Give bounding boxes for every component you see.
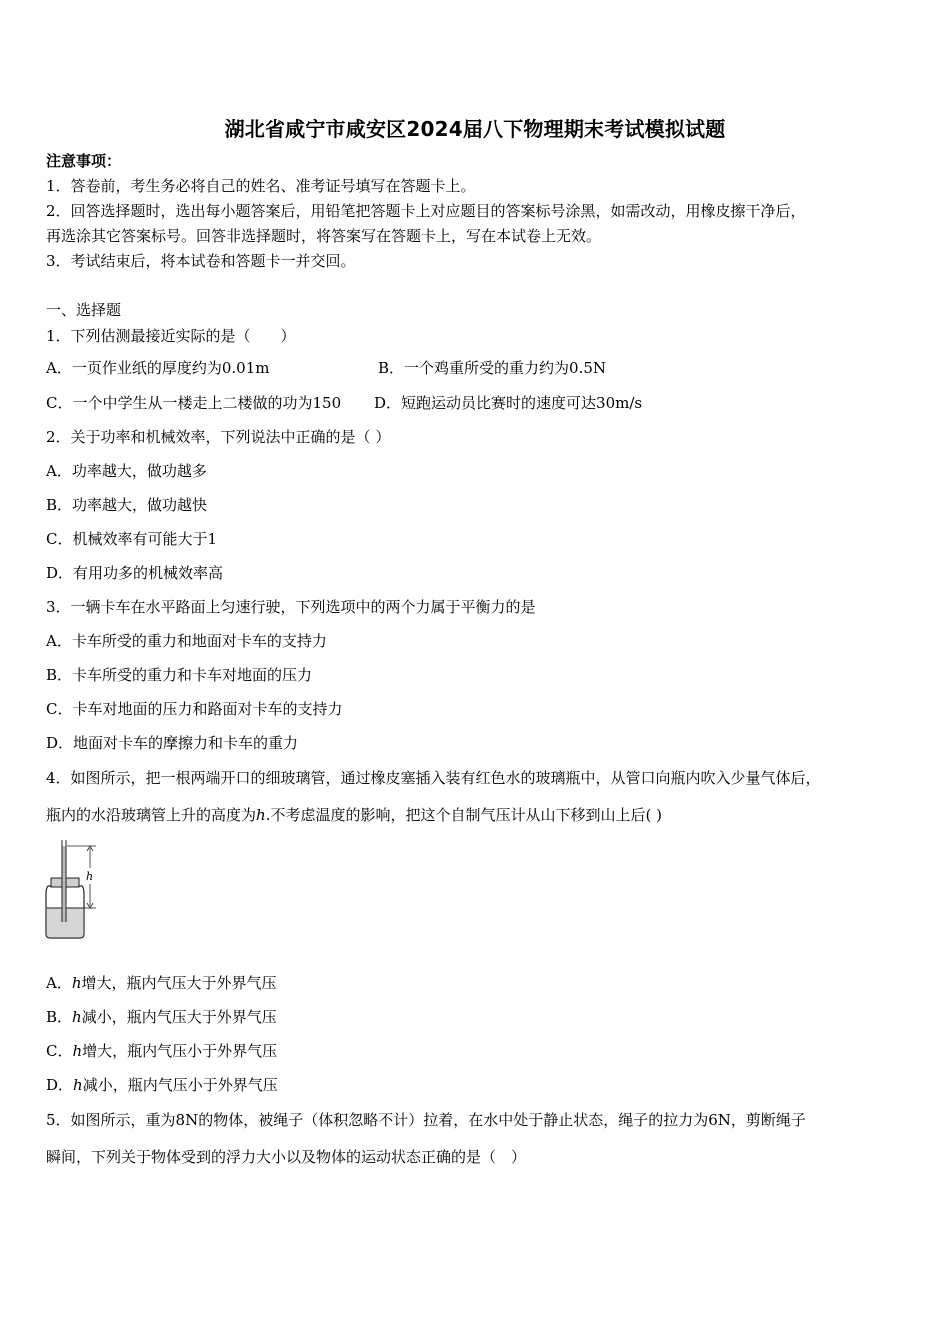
q4-option-a: A．h增大，瓶内气压大于外界气压 [46,974,277,992]
q1-option-c: C．一个中学生从一楼走上二楼做的功为150 [46,394,342,412]
q1-option-d: D．短跑运动员比赛时的速度可达30m/s [374,394,643,412]
q1-option-a: A．一页作业纸的厚度约为0.01m [46,359,270,377]
q2-option-c: C．机械效率有可能大于1 [46,530,218,548]
q3-option-b: B．卡车所受的重力和卡车对地面的压力 [46,666,313,684]
notice-item-2-cont: 再选涂其它答案标号。回答非选择题时，将答案写在答题卡上，写在本试卷上无效。 [46,227,602,245]
q3-stem: 3．一辆卡车在水平路面上匀速行驶，下列选项中的两个力属于平衡力的是 [46,598,536,616]
q5-stem-line2: 瞬间，下列关于物体受到的浮力大小以及物体的运动状态正确的是（ ） [46,1148,527,1166]
q1-option-b: B．一个鸡重所受的重力约为0.5N [378,359,607,377]
figure-h-label: h [86,870,94,883]
notice-heading: 注意事项： [46,152,122,170]
section-heading: 一、选择题 [46,301,122,319]
q4-option-c: C．h增大，瓶内气压小于外界气压 [46,1042,278,1060]
q2-option-d: D．有用功多的机械效率高 [46,564,224,582]
q4-stem-part2: .不考虑温度的影响，把这个自制气压计从山下移到山上后( ) [265,806,662,824]
notice-item-2: 2．回答选择题时，选出每小题答案后，用铅笔把答题卡上对应题目的答案标号涂黑，如需改动，用橡皮擦干净后， [46,202,806,220]
exam-title: 湖北省咸宁市咸安区2024届八下物理期末考试模拟试题 [224,117,726,141]
q4-stem-part1: 瓶内的水沿玻璃管上升的高度为 [46,806,257,824]
q3-option-c: C．卡车对地面的压力和路面对卡车的支持力 [46,700,343,718]
notice-item-1: 1．答卷前，考生务必将自己的姓名、准考证号填写在答题卡上。 [46,177,476,195]
q2-stem: 2．关于功率和机械效率，下列说法中正确的是（ ） [46,428,391,446]
notice-item-3: 3．考试结束后，将本试卷和答题卡一并交回。 [46,252,356,270]
q4-stem-line1: 4．如图所示，把一根两端开口的细玻璃管，通过橡皮塞插入装有红色水的玻璃瓶中，从管口向瓶内吹入少量气体后， [46,769,821,787]
barometer-figure [40,838,110,944]
q3-option-a: A．卡车所受的重力和地面对卡车的支持力 [46,632,327,650]
q4-option-d: D．h减小，瓶内气压小于外界气压 [46,1076,278,1094]
q2-option-b: B．功率越大，做功越快 [46,496,208,514]
q4-stem-line2 [46,805,662,825]
q3-option-d: D．地面对卡车的摩擦力和卡车的重力 [46,734,299,752]
q4-option-b: B．h减小，瓶内气压大于外界气压 [46,1008,277,1026]
q4-stem-variable: h [256,806,266,824]
q2-option-a: A．功率越大，做功越多 [46,462,207,480]
q1-stem: 1．下列估测最接近实际的是（ ） [46,327,296,345]
q5-stem-line1: 5．如图所示，重为8N的物体，被绳子（体积忽略不计）拉着，在水中处于静止状态，绳子的拉力为6N，剪断绳子 [46,1111,806,1129]
